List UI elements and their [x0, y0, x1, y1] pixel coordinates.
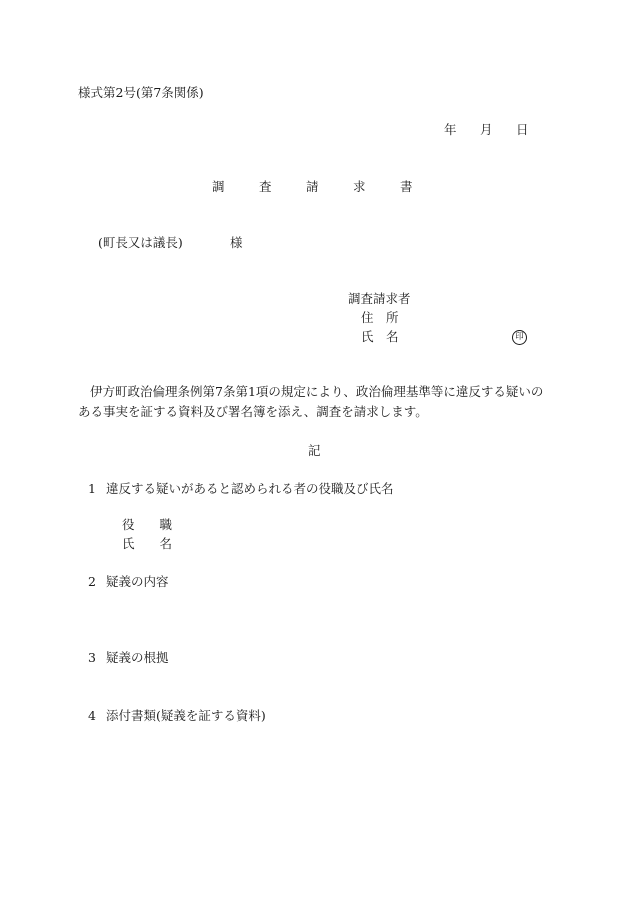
title-char: 請 [306, 179, 319, 194]
title-char: 求 [353, 179, 366, 194]
title-char: 調 [212, 179, 225, 194]
date-year-label: 年 [444, 122, 457, 137]
title-char: 査 [259, 179, 272, 194]
item-label: 添付書類(疑義を証する資料) [106, 708, 266, 723]
item-number: 2 [88, 574, 96, 589]
item-label: 疑義の内容 [106, 574, 169, 589]
requester-heading: 調査請求者 [348, 291, 411, 306]
date-day-label: 日 [516, 122, 529, 137]
date-month-label: 月 [480, 122, 493, 137]
item-label: 違反する疑いがあると認められる者の役職及び氏名 [106, 481, 394, 496]
title-char: 書 [400, 179, 413, 194]
item-number: 1 [88, 481, 96, 496]
requester-address-label: 住 所 [361, 310, 399, 325]
item-number: 4 [88, 708, 96, 723]
seal-mark: 印 [512, 330, 527, 345]
addressee-honorific: 様 [230, 235, 243, 250]
document-title [212, 181, 413, 194]
request-body-text: 伊方町政治倫理条例第7条第1項の規定により、政治倫理基準等に違反する疑いのある事実を証する資料及び署名簿を添え、調査を請求します。 [78, 384, 544, 419]
item-label: 疑義の根拠 [106, 650, 169, 665]
item-number: 3 [88, 650, 96, 665]
ki-heading: 記 [308, 443, 321, 458]
form-number: 様式第2号(第7条関係) [78, 85, 204, 100]
name-field-label: 氏 名 [122, 536, 173, 551]
position-field-label: 役 職 [122, 517, 173, 532]
addressee-label: (町長又は議長) [98, 235, 183, 250]
requester-name-label: 氏 名 [361, 329, 399, 344]
